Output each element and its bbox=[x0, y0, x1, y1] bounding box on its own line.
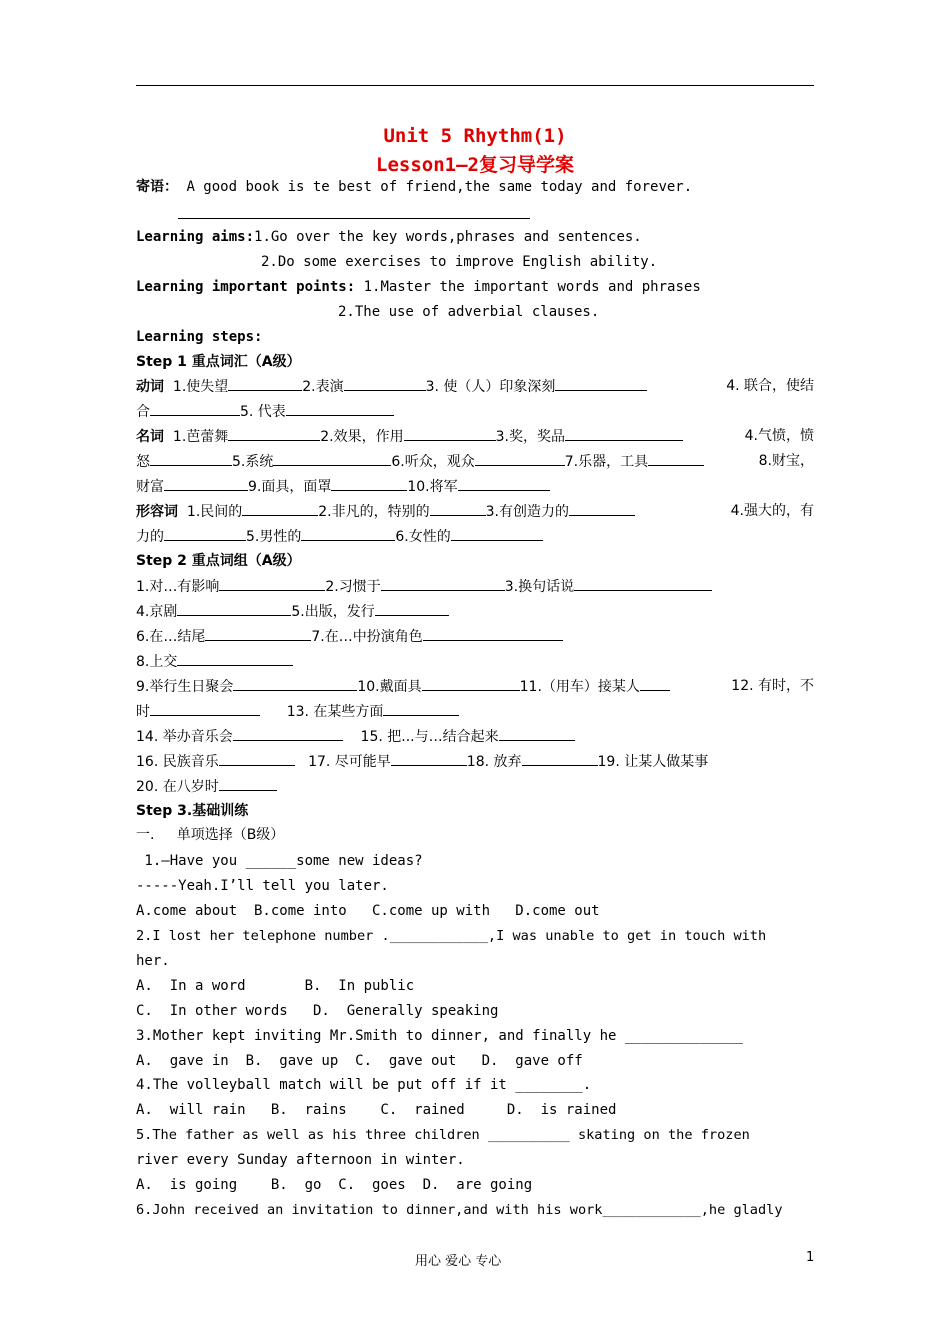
phrases-line-7: 14. 举办音乐会 15. 把...与…结合起来 bbox=[136, 726, 814, 747]
q1-stem: 1.—Have you ______some new ideas? bbox=[136, 853, 423, 869]
page-number: 1 bbox=[806, 1250, 815, 1265]
q5-stem-2: river every Sunday afternoon in winter. bbox=[136, 1152, 465, 1168]
phrases-line-1: 1.对…有影响 2.习惯于 3.换句话说 bbox=[136, 576, 814, 597]
verbs-line-2: 合 5. 代表 bbox=[136, 401, 814, 422]
steps-label: Learning steps: bbox=[136, 329, 263, 345]
footer-text: 用心 爱心 专心 bbox=[415, 1254, 502, 1269]
phrases-line-9: 20. 在八岁时 bbox=[136, 776, 814, 797]
q2-options-2: C. In other words D. Generally speaking bbox=[136, 1003, 499, 1019]
phrases-line-4: 8.上交 bbox=[136, 651, 814, 672]
q5-stem-1: 5.The father as well as his three children __________ skating on the frozen bbox=[136, 1127, 750, 1143]
q3-options: A. gave in B. gave up C. gave out D. gave off bbox=[136, 1053, 583, 1069]
nouns-line-3: 财富 9.面具，面罩 10.将军 bbox=[136, 476, 814, 497]
q2-stem-1: 2.I lost her telephone number .____________,I was unable to get in touch with bbox=[136, 928, 767, 944]
points-line-2: 2.The use of adverbial clauses. bbox=[338, 304, 600, 320]
step2-title: Step 2 重点词组（A级） bbox=[136, 553, 301, 569]
verbs-line-1: 动词 1.使失望 2.表演 3. 使（人）印象深刻 4. 联合，使结 bbox=[136, 378, 814, 395]
adjs-line-1: 形容词 1.民间的 2.非凡的，特别的 3.有创造力的 4.强大的，有 bbox=[136, 503, 814, 520]
phrases-line-5: 9.举行生日聚会 10.戴面具 11.（用车）接某人 12. 有时，不 bbox=[136, 678, 814, 695]
header-rule bbox=[136, 85, 814, 86]
aims-line-2: 2.Do some exercises to improve English ability. bbox=[261, 254, 658, 270]
phrases-line-3: 6.在…结尾 7.在…中扮演角色 bbox=[136, 626, 814, 647]
nouns-line-1: 名词 1.芭蕾舞 2.效果，作用 3.奖，奖品 4.气愤，愤 bbox=[136, 428, 814, 445]
motto: 寄语： A good book is te best of friend,the same today and forever. bbox=[136, 179, 693, 195]
step3-title: Step 3.基础训练 bbox=[136, 803, 249, 819]
q6-stem: 6.John received an invitation to dinner,and with his work____________,he gladly bbox=[136, 1202, 783, 1218]
adjs-line-2: 力的 5.男性的 6.女性的 bbox=[136, 526, 814, 547]
points-line-1: Learning important points: 1.Master the important words and phrases bbox=[136, 279, 701, 295]
title-line-1: Unit 5 Rhythm(1) bbox=[383, 125, 567, 147]
phrases-line-8: 16. 民族音乐 17. 尽可能早 18. 放弃 19. 让某人做某事 bbox=[136, 751, 814, 772]
q4-stem: 4.The volleyball match will be put off if it ________. bbox=[136, 1077, 592, 1093]
step3-section: 一. 单项选择（B级） bbox=[136, 827, 285, 843]
step1-title: Step 1 重点词汇（A级） bbox=[136, 354, 301, 370]
title-line-2: Lesson1—2复习导学案 bbox=[376, 154, 574, 176]
q4-options: A. will rain B. rains C. rained D. is rained bbox=[136, 1102, 617, 1118]
q5-options: A. is going B. go C. goes D. are going bbox=[136, 1177, 533, 1193]
q2-stem-2: her. bbox=[136, 953, 170, 969]
phrases-line-2: 4.京剧 5.出版，发行 bbox=[136, 601, 814, 622]
phrases-line-6: 时 13. 在某些方面 bbox=[136, 701, 814, 722]
q2-options-1: A. In a word B. In public bbox=[136, 978, 415, 994]
q1-options: A.come about B.come into C.come up with D.come out bbox=[136, 903, 600, 919]
q3-stem: 3.Mother kept inviting Mr.Smith to dinner, and finally he ______________ bbox=[136, 1028, 743, 1044]
nouns-line-2: 怒 5.系统 6.听众，观众 7.乐器，工具 8.财宝， bbox=[136, 453, 814, 470]
q1-answer: -----Yeah.I’ll tell you later. bbox=[136, 878, 389, 894]
aims-line-1: Learning aims:1.Go over the key words,phrases and sentences. bbox=[136, 229, 642, 245]
motto-underline bbox=[178, 204, 530, 219]
